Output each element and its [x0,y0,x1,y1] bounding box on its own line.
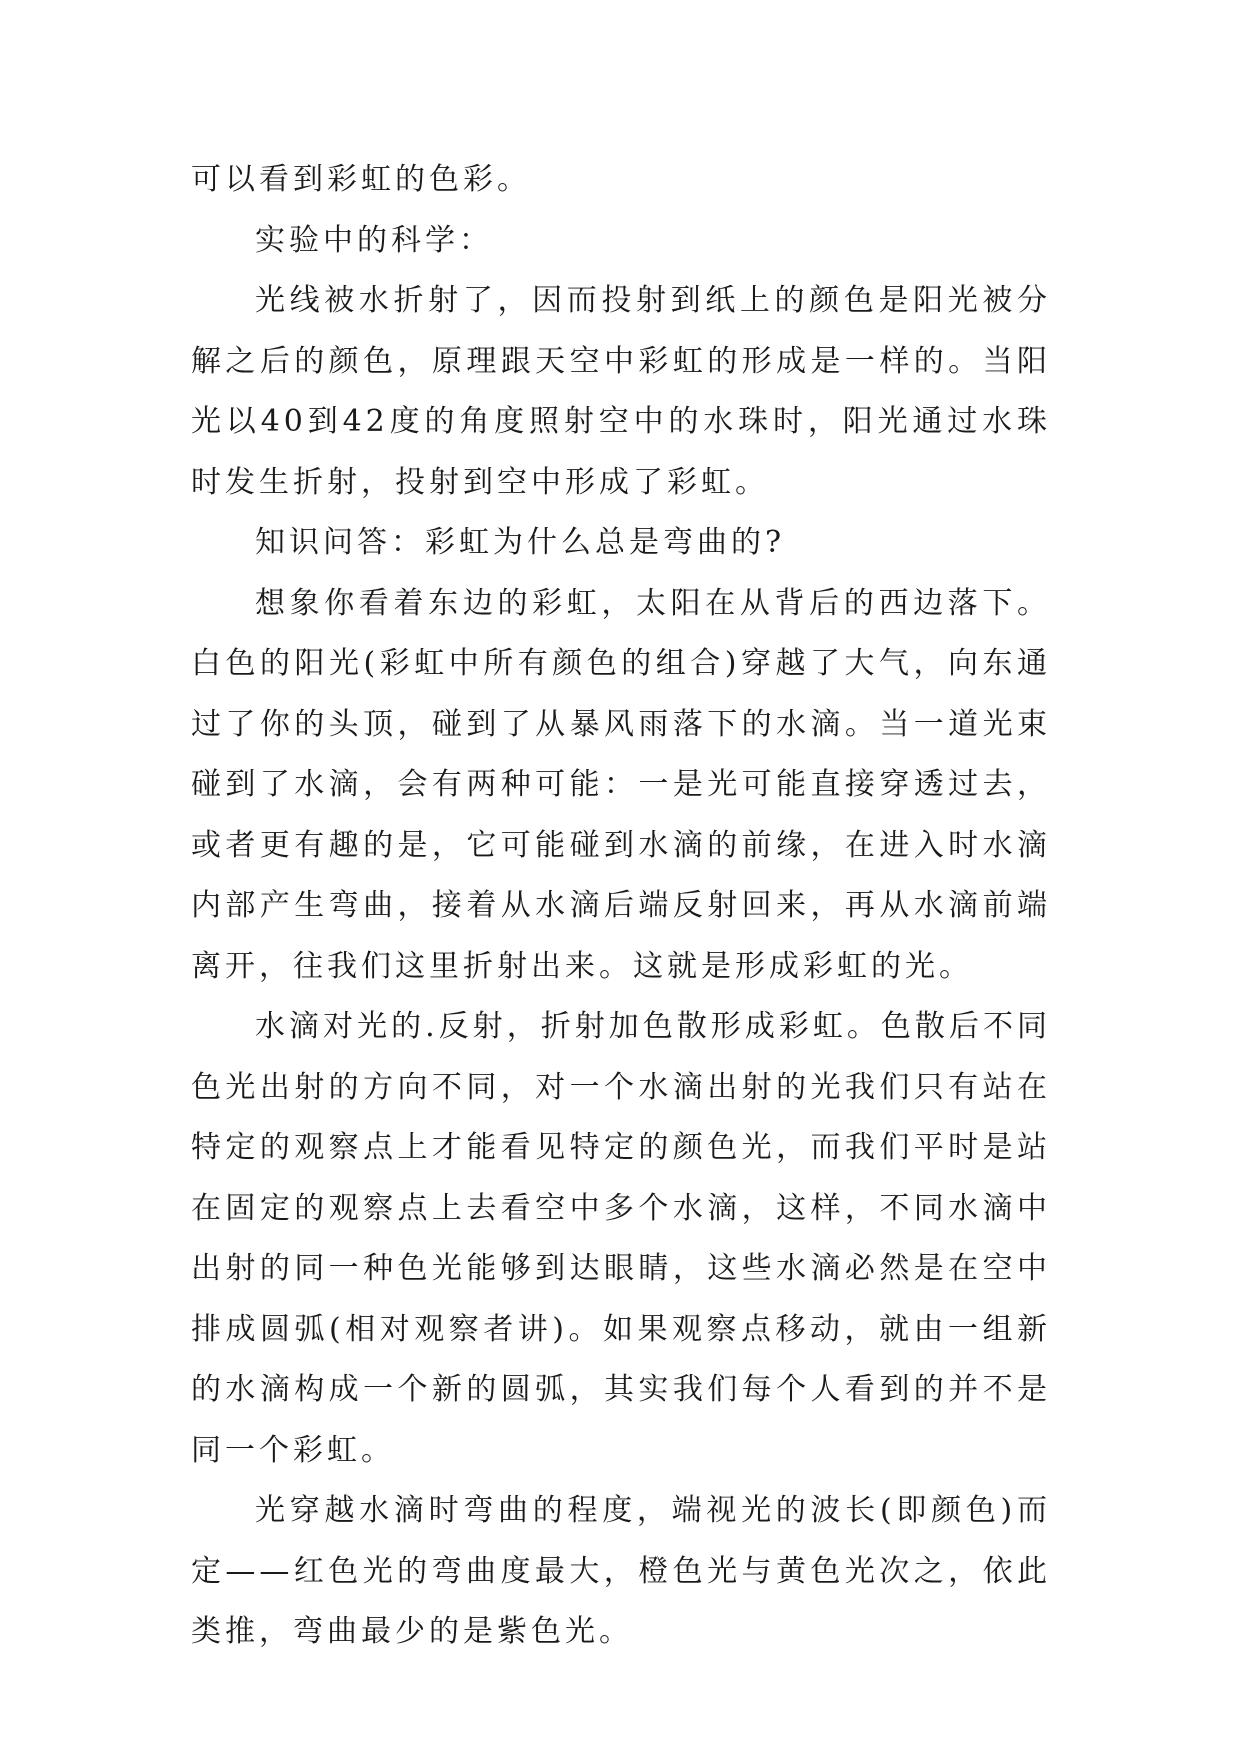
paragraph-refraction: 光线被水折射了，因而投射到纸上的颜色是阳光被分解之后的颜色，原理跟天空中彩虹的形成是一样的。当阳光以40到42度的角度照射空中的水珠时，阳光通过水珠时发生折射，投射到空中形成了彩虹。 [191,283,1051,500]
paragraph-dispersion: 水滴对光的.反射，折射加色散形成彩虹。色散后不同色光出射的方向不同，对一个水滴出射的光我们只有站在特定的观察点上才能看见特定的颜色光，而我们平时是站在固定的观察点上去看空中多个水滴，这样，不同水滴中出射的同一种色光能够到达眼睛，这些水滴必然是在空中排成圆弧(相对观察者讲)。如果观察点移动，就由一组新的水滴构成一个新的圆弧，其实我们每个人看到的并不是同一个彩虹。 [191,1009,1051,1468]
document-body [191,150,1051,1663]
paragraph-experiment-heading: 实验中的科学： [255,222,493,258]
paragraph-wavelength: 光穿越水滴时弯曲的程度，端视光的波长(即颜色)而定——红色光的弯曲度最大，橙色光与黄色光次之，依此类推，弯曲最少的是紫色光。 [191,1493,1051,1649]
paragraph-continuation: 可以看到彩虹的色彩。 [191,162,531,197]
paragraph-imagine: 想象你看着东边的彩虹，太阳在从背后的西边落下。白色的阳光(彩虹中所有颜色的组合)穿越了大气，向东通过了你的头顶，碰到了从暴风雨落下的水滴。当一道光束碰到了水滴，会有两种可能：一是光可能直接穿透过去，或者更有趣的是，它可能碰到水滴的前缘，在进入时水滴内部产生弯曲，接着从水滴后端反射回来，再从水滴前端离开，往我们这里折射出来。这就是形成彩虹的光。 [191,585,1051,984]
paragraph-question-heading: 知识问答：彩虹为什么总是弯曲的? [255,525,786,560]
